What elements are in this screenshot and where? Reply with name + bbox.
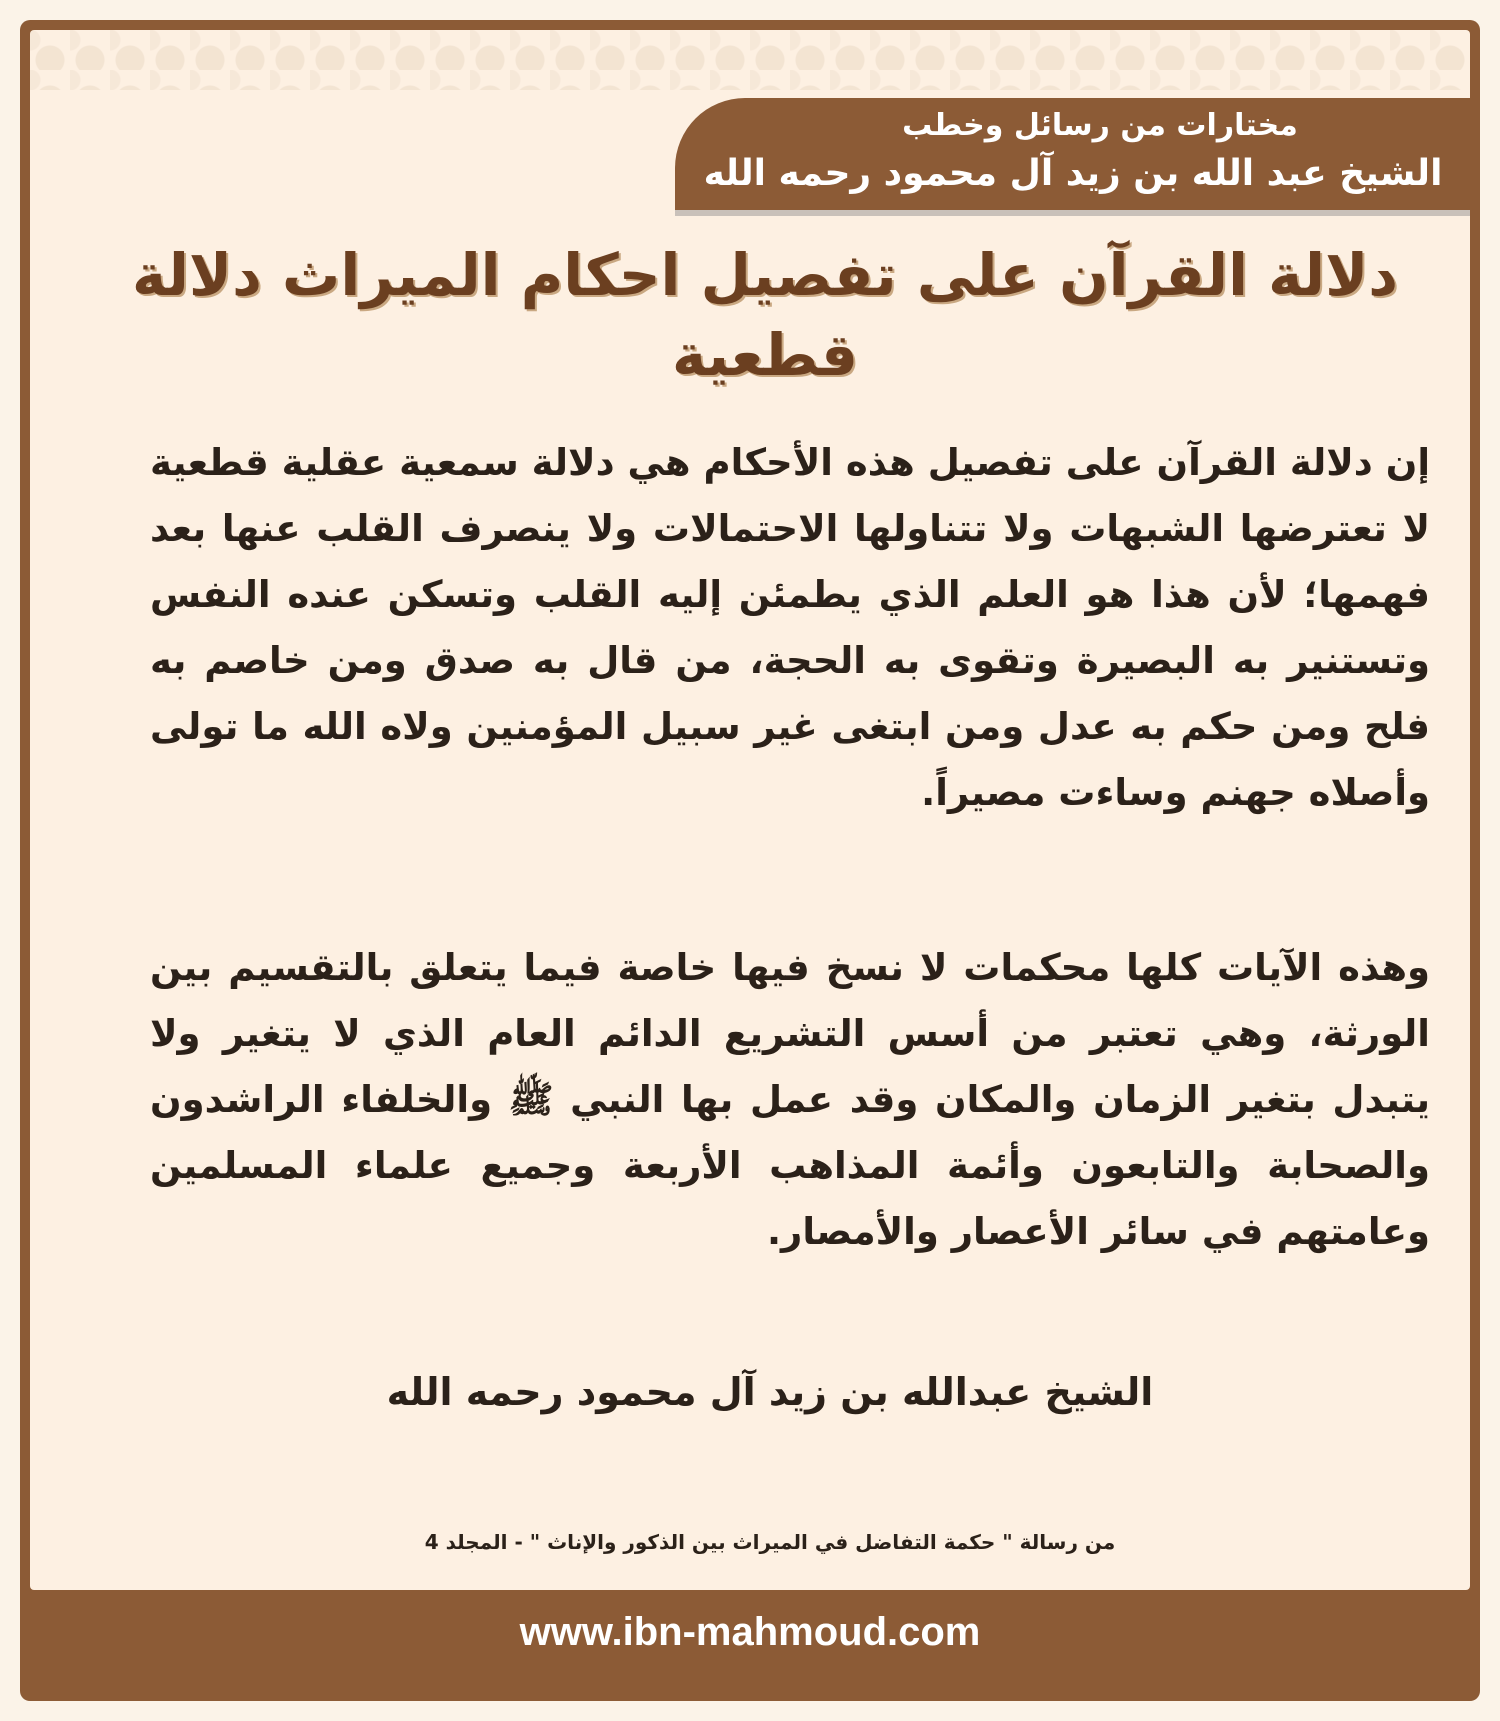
content-card bbox=[30, 30, 1470, 1590]
paragraph-2: وهذه الآيات كلها محكمات لا نسخ فيها خاصة فيما يتعلق بالتقسيم بين الورثة، وهي تعتبر من أسس التشريع الدائم العام الذي لا يتغير ولا يتبدل بتغير الزمان والمكان وقد عمل بها النبي ﷺ والخلفاء الراشدون والصحابة والتابعون وأئمة المذاهب الأربعة وجميع علماء المسلمين وعامتهم في سائر الأعصار والأمصار. bbox=[150, 946, 1430, 1253]
website-link[interactable]: www.ibn-mahmoud.com bbox=[519, 1610, 981, 1654]
signature: الشيخ عبدالله بن زيد آل محمود رحمه الله bbox=[386, 1370, 1154, 1414]
paragraph-1: إن دلالة القرآن على تفصيل هذه الأحكام هي دلالة سمعية عقلية قطعية لا تعترضها الشبهات ولا تتناولها الاحتمالات ولا ينصرف القلب عنها بعد فهمها؛ لأن هذا هو العلم الذي يطمئن إليه القلب وتسكن عنده النفس وتستنير به البصيرة وتقوى به الحجة، من قال به صدق ومن خاصم به فلح ومن حكم به عدل ومن ابتغى غير سبيل المؤمنين ولاه الله ما تولى وأصلاه جهنم وساءت مصيراً. bbox=[150, 441, 1430, 814]
decorative-pattern bbox=[30, 30, 1470, 90]
source-citation: من رسالة " حكمة التفاضل في الميراث بين الذكور والإناث " - المجلد 4 bbox=[424, 1530, 1116, 1554]
page-frame bbox=[20, 20, 1480, 1701]
header-banner bbox=[675, 98, 1470, 210]
header-author-name: الشيخ عبد الله بن زيد آل محمود رحمه الله bbox=[703, 153, 1443, 194]
article-title: دلالة القرآن على تفصيل احكام الميراث دلالة قطعية bbox=[131, 241, 1399, 389]
header-series-title: مختارات من رسائل وخطب bbox=[902, 108, 1298, 143]
